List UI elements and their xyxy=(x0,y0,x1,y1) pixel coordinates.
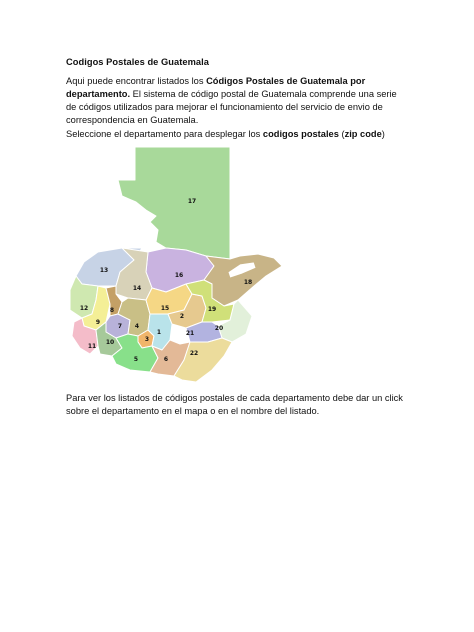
select-instruction xyxy=(66,128,406,141)
dept-label-22: 22 xyxy=(189,350,199,357)
dept-label-11: 11 xyxy=(87,343,97,350)
select-text-2: ( xyxy=(338,129,345,139)
dept-label-5: 5 xyxy=(133,356,139,363)
dept-label-17: 17 xyxy=(187,198,197,205)
dept-label-9: 9 xyxy=(95,319,101,326)
guatemala-department-map xyxy=(62,144,286,386)
dept-label-1: 1 xyxy=(156,329,162,336)
select-bold-codigos: codigos postales xyxy=(262,129,339,139)
select-bold-zipcode: zip code xyxy=(344,129,382,139)
page-title: Codigos Postales de Guatemala xyxy=(66,57,210,67)
select-text-3: ) xyxy=(381,129,385,139)
dept-label-20: 20 xyxy=(214,325,224,332)
dept-label-15: 15 xyxy=(160,305,170,312)
dept-label-16: 16 xyxy=(174,272,184,279)
dept-label-12: 12 xyxy=(79,305,89,312)
dept-label-8: 8 xyxy=(109,307,115,314)
intro-text-2: El sistema de código postal de Guatemala comprende una serie de códigos utilizados para mejorar el funcionamiento del servicio de envio de correspondencia en Guatemala. xyxy=(66,89,397,125)
dept-label-19: 19 xyxy=(207,306,217,313)
dept-label-7: 7 xyxy=(117,323,123,330)
intro-text-1: Aqui puede encontrar listados los xyxy=(66,76,207,86)
dept-label-21: 21 xyxy=(185,330,195,337)
dept-label-13: 13 xyxy=(99,267,109,274)
dept-label-6: 6 xyxy=(163,356,169,363)
dept-label-10: 10 xyxy=(105,339,115,346)
dept-label-14: 14 xyxy=(132,285,142,292)
dept-label-3: 3 xyxy=(144,336,150,343)
dept-label-18: 18 xyxy=(243,279,253,286)
department-17-region[interactable] xyxy=(118,147,230,259)
dept-label-4: 4 xyxy=(134,323,140,330)
footer-instruction: Para ver los listados de códigos postales de cada departamento debe dar un click sobre el departamento en el mapa o en el nombre del listado. xyxy=(66,393,403,416)
intro-paragraph xyxy=(66,75,406,127)
intro-bold-text: Códigos Postales de Guatemala por departamento. xyxy=(66,76,366,99)
dept-label-2: 2 xyxy=(179,313,185,320)
select-text-1: Seleccione el departamento para desplegar los xyxy=(66,129,263,139)
